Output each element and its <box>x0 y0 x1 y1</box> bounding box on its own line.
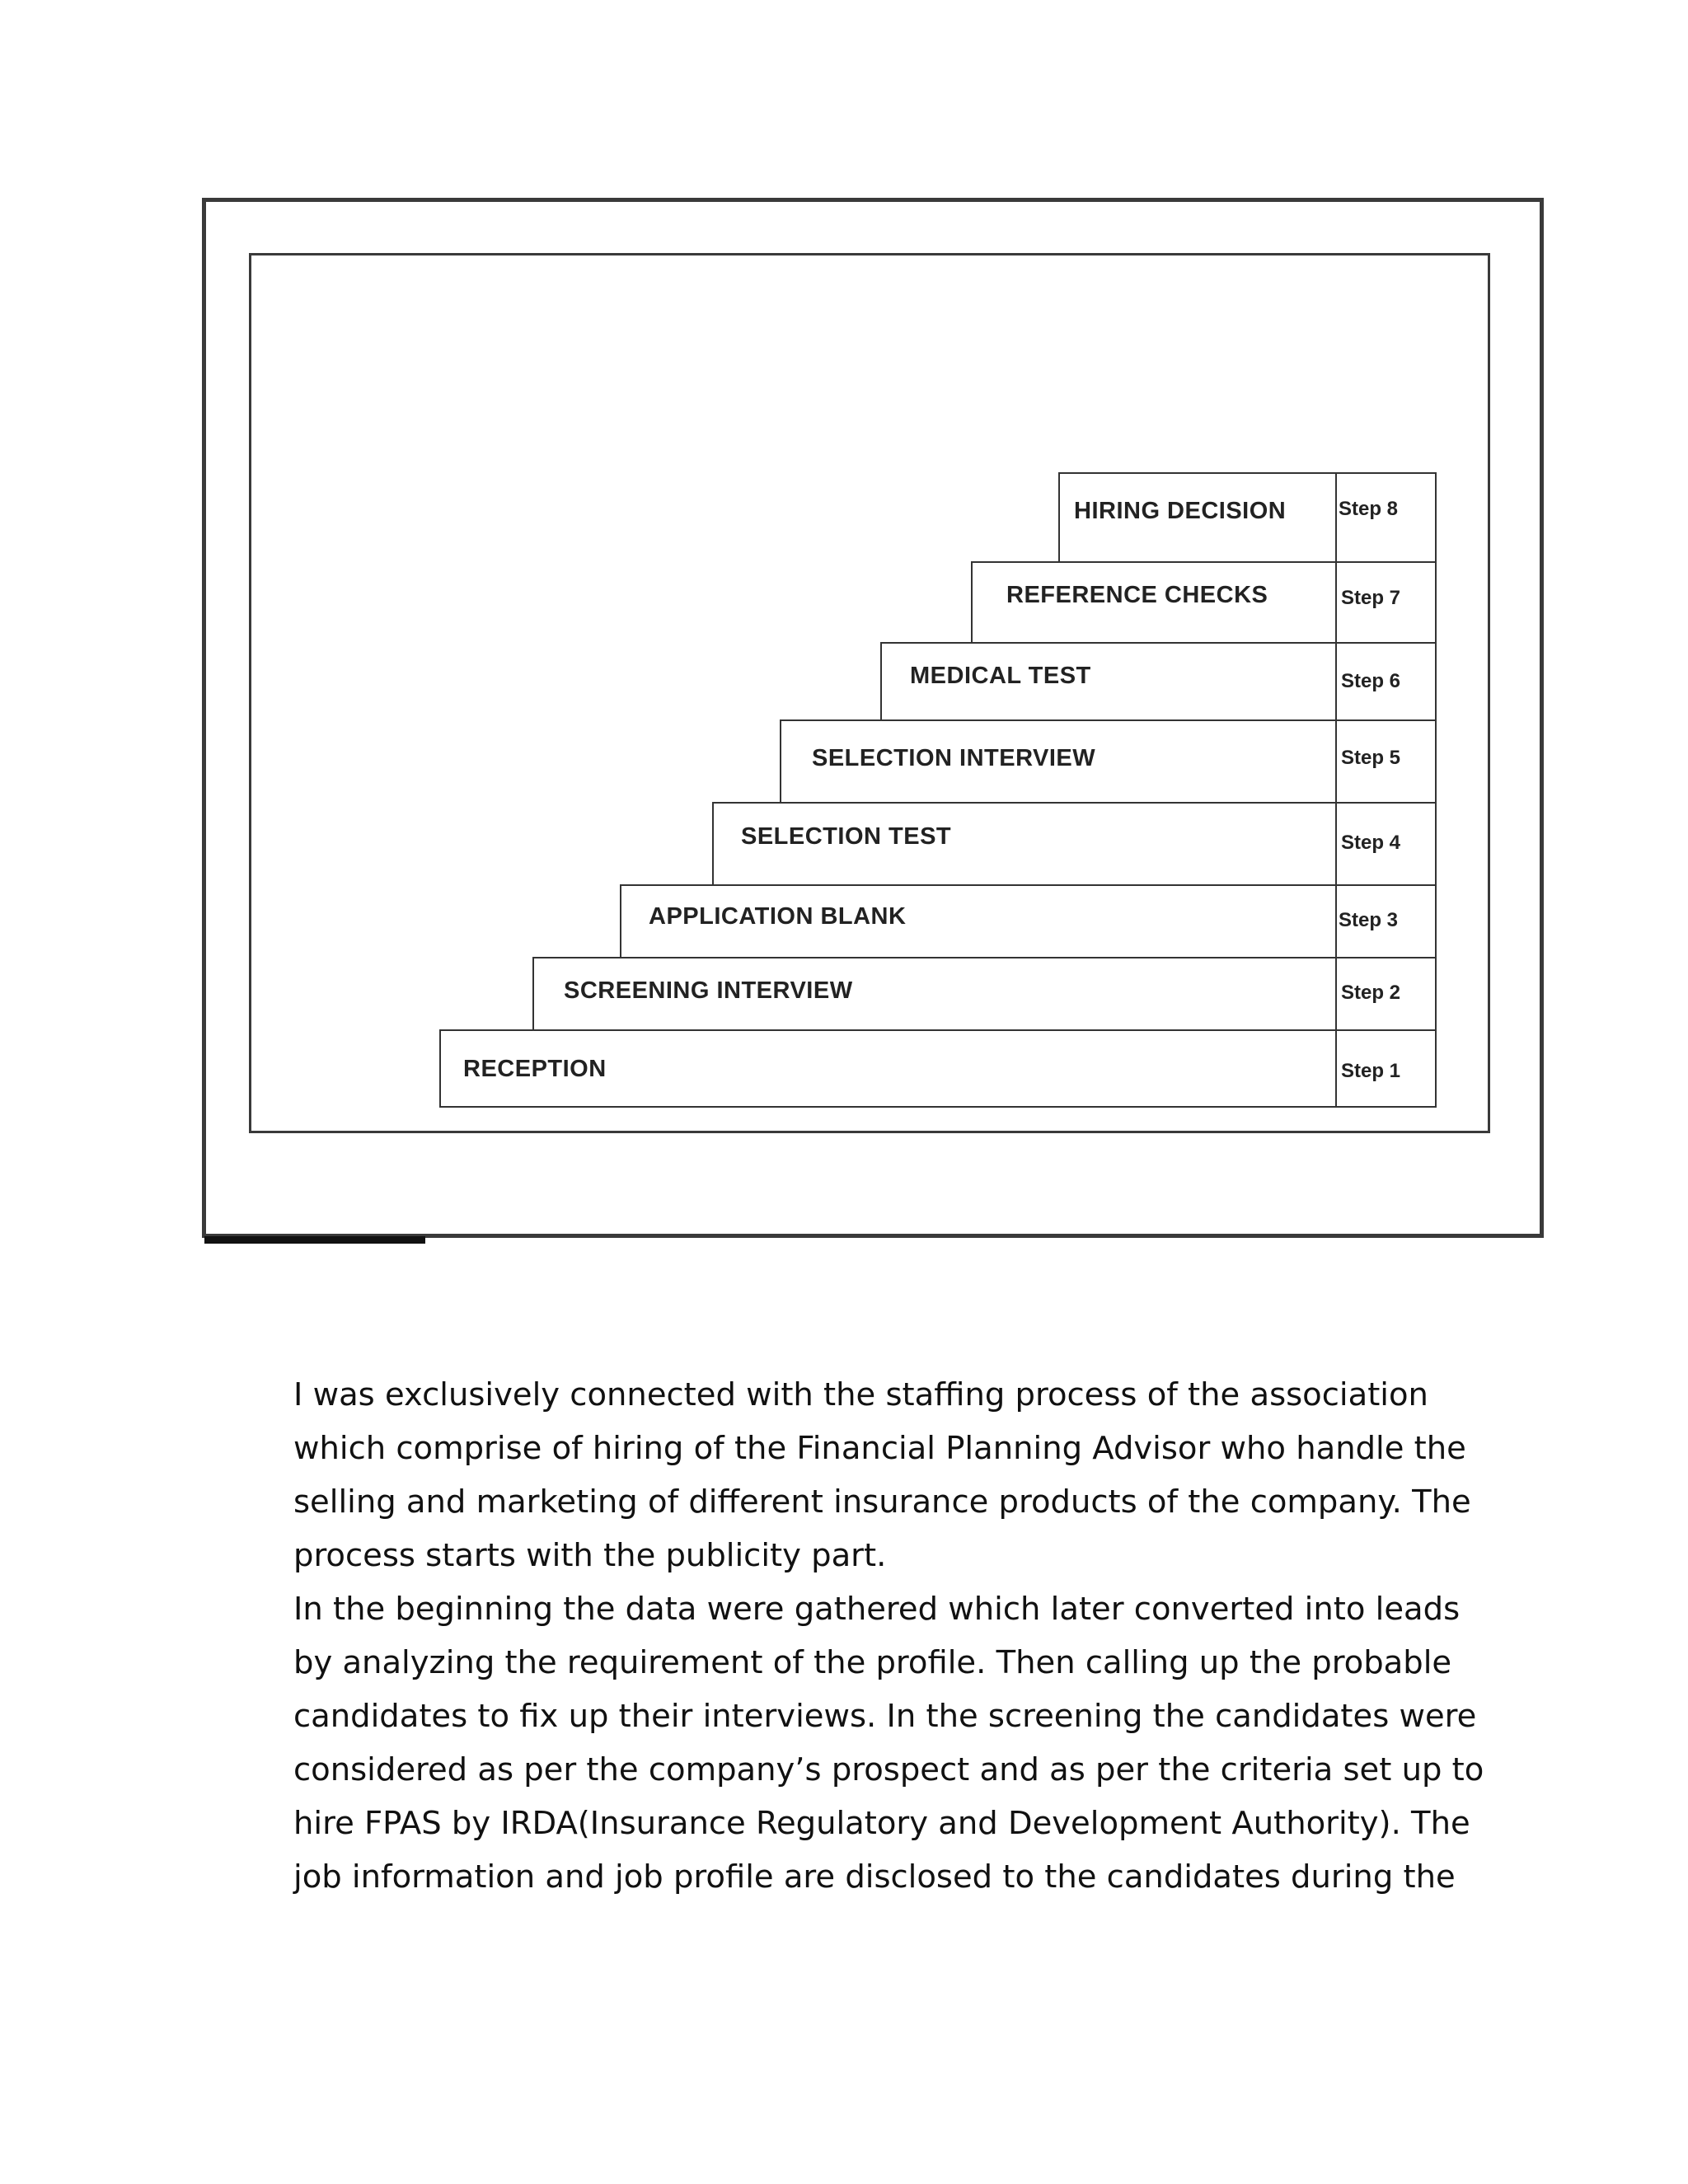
step-number-3: Step 3 <box>1339 909 1399 931</box>
paragraph-line: job information and job profile are disclosed to the candidates during the <box>293 1858 1456 1896</box>
paragraph-line: which comprise of hiring of the Financial Planning Advisor who handle the <box>293 1430 1466 1467</box>
step-number-5: Step 5 <box>1341 747 1401 769</box>
step-label-8: HIRING DECISION <box>1074 498 1287 524</box>
step-label-2: SCREENING INTERVIEW <box>564 977 853 1004</box>
step-label-5: SELECTION INTERVIEW <box>812 745 1096 771</box>
step-number-8: Step 8 <box>1339 498 1399 520</box>
step-column-divider <box>1335 472 1337 1108</box>
paragraph-line: I was exclusively connected with the staffing process of the association <box>293 1376 1428 1413</box>
step-number-6: Step 6 <box>1341 670 1401 692</box>
step-label-7: REFERENCE CHECKS <box>1006 582 1268 608</box>
paragraph-line: process starts with the publicity part. <box>293 1537 887 1574</box>
figure-frame-shadow <box>204 1236 425 1244</box>
paragraph-line: In the beginning the data were gathered which later converted into leads <box>293 1591 1461 1628</box>
step-label-3: APPLICATION BLANK <box>649 903 907 930</box>
paragraph-line: by analyzing the requirement of the profile. Then calling up the probable <box>293 1644 1452 1681</box>
step-label-6: MEDICAL TEST <box>910 663 1091 689</box>
step-number-1: Step 1 <box>1341 1060 1401 1082</box>
body-paragraph <box>293 1368 1484 1904</box>
step-number-7: Step 7 <box>1341 587 1401 609</box>
paragraph-line: considered as per the company’s prospect and as per the criteria set up to <box>293 1751 1484 1788</box>
step-number-4: Step 4 <box>1341 832 1401 854</box>
step-label-4: SELECTION TEST <box>741 823 952 850</box>
paragraph-line: selling and marketing of different insurance products of the company. The <box>293 1483 1471 1521</box>
paragraph-line: hire FPAS by IRDA(Insurance Regulatory and Development Authority). The <box>293 1805 1470 1842</box>
step-number-2: Step 2 <box>1341 982 1401 1004</box>
step-label-1: RECEPTION <box>463 1056 607 1082</box>
paragraph-line: candidates to fix up their interviews. In the screening the candidates were <box>293 1698 1477 1735</box>
